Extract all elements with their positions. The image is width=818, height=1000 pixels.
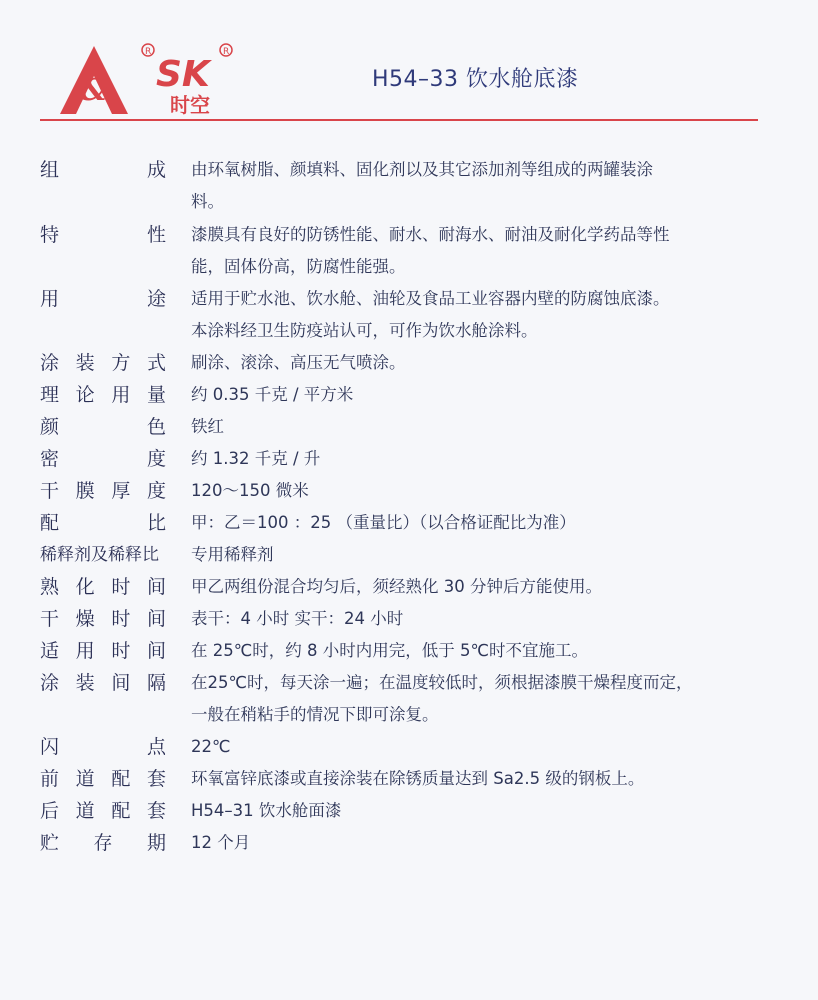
spec-value-line: 由环氧树脂、颜填料、固化剂以及其它添加剂等组成的两罐装涂 xyxy=(191,160,653,179)
spec-label: 前 道 配 套 xyxy=(40,768,166,790)
spec-value-line: 专用稀释剂 xyxy=(191,545,274,564)
spec-value-line: 表干：4 小时 实干：24 小时 xyxy=(191,609,404,628)
spec-value xyxy=(191,154,759,218)
header-divider xyxy=(40,119,758,121)
spec-label: 稀释剂及稀释比 xyxy=(40,545,159,565)
spec-label: 适 用 时 间 xyxy=(40,640,166,662)
svg-text:R: R xyxy=(145,47,152,57)
spec-value-line: 在 25℃时，约 8 小时内用完，低于 5℃时不宜施工。 xyxy=(191,641,589,660)
spec-value-line: 120～150 微米 xyxy=(191,481,309,500)
spec-value-line: 适用于贮水池、饮水舱、油轮及食品工业容器内壁的防腐蚀底漆。 xyxy=(191,289,670,308)
spec-value-line: 环氧富锌底漆或直接涂装在除锈质量达到 Sa2.5 级的钢板上。 xyxy=(191,769,645,788)
spec-value xyxy=(191,539,759,571)
spec-value-line: 在25℃时，每天涂一遍；在温度较低时，须根据漆膜干燥程度而定， xyxy=(191,673,693,692)
spec-value-line: 12 个月 xyxy=(191,833,251,852)
spec-value xyxy=(191,347,759,379)
spec-value xyxy=(191,795,759,827)
spec-value-line: 能，固体份高，防腐性能强。 xyxy=(191,257,406,276)
spec-value-line: 铁红 xyxy=(191,417,224,436)
spec-label: 后 道 配 套 xyxy=(40,800,166,822)
spec-value xyxy=(191,283,759,347)
spec-label: 涂 装 间 隔 xyxy=(40,672,166,694)
spec-value xyxy=(191,475,759,507)
spec-value-line: 刷涂、滚涂、高压无气喷涂。 xyxy=(191,353,406,372)
spec-value-line: 漆膜具有良好的防锈性能、耐水、耐海水、耐油及耐化学药品等性 xyxy=(191,225,670,244)
spec-label: 颜 色 xyxy=(40,416,166,438)
spec-value-line: H54–31 饮水舱面漆 xyxy=(191,801,342,820)
spec-value xyxy=(191,635,759,667)
spec-value xyxy=(191,507,759,539)
spec-value xyxy=(191,219,759,283)
spec-label: 理 论 用 量 xyxy=(40,384,166,406)
spec-value xyxy=(191,731,759,763)
spec-label: 配 比 xyxy=(40,512,166,534)
spec-label: 贮 存 期 xyxy=(40,832,166,854)
spec-value-line: 约 1.32 千克 / 升 xyxy=(191,449,321,468)
spec-value xyxy=(191,443,759,475)
logo-mark-text: SK xyxy=(156,54,210,95)
spec-value-line: 22℃ xyxy=(191,737,231,756)
spec-value-line: 一般在稍粘手的情况下即可涂复。 xyxy=(191,705,439,724)
svg-text:&: & xyxy=(80,73,108,108)
spec-label: 熟 化 时 间 xyxy=(40,576,166,598)
spec-label: 密 度 xyxy=(40,448,166,470)
spec-label: 闪 点 xyxy=(40,736,166,758)
company-logo xyxy=(56,40,236,118)
page-title: H54–33 饮水舱底漆 xyxy=(372,67,579,92)
spec-value xyxy=(191,379,759,411)
spec-value-line: 甲：乙＝100 ：25 （重量比）（以合格证配比为准） xyxy=(191,513,576,532)
spec-label: 特 性 xyxy=(40,224,166,246)
spec-label: 干 燥 时 间 xyxy=(40,608,166,630)
spec-value xyxy=(191,603,759,635)
spec-value-line: 本涂料经卫生防疫站认可，可作为饮水舱涂料。 xyxy=(191,321,538,340)
spec-value xyxy=(191,667,759,731)
spec-value-line: 料。 xyxy=(191,192,224,211)
logo-brand-text: 时空 xyxy=(170,93,210,117)
spec-value xyxy=(191,411,759,443)
spec-value-line: 约 0.35 千克 / 平方米 xyxy=(191,385,354,404)
spec-value xyxy=(191,571,759,603)
spec-label: 组 成 xyxy=(40,159,166,181)
spec-value xyxy=(191,827,759,859)
spec-label: 涂 装 方 式 xyxy=(40,352,166,374)
spec-label: 用 途 xyxy=(40,288,166,310)
spec-value-line: 甲乙两组份混合均匀后，须经熟化 30 分钟后方能使用。 xyxy=(191,577,602,596)
spec-label: 干 膜 厚 度 xyxy=(40,480,166,502)
svg-text:R: R xyxy=(223,47,230,57)
spec-value xyxy=(191,763,759,795)
